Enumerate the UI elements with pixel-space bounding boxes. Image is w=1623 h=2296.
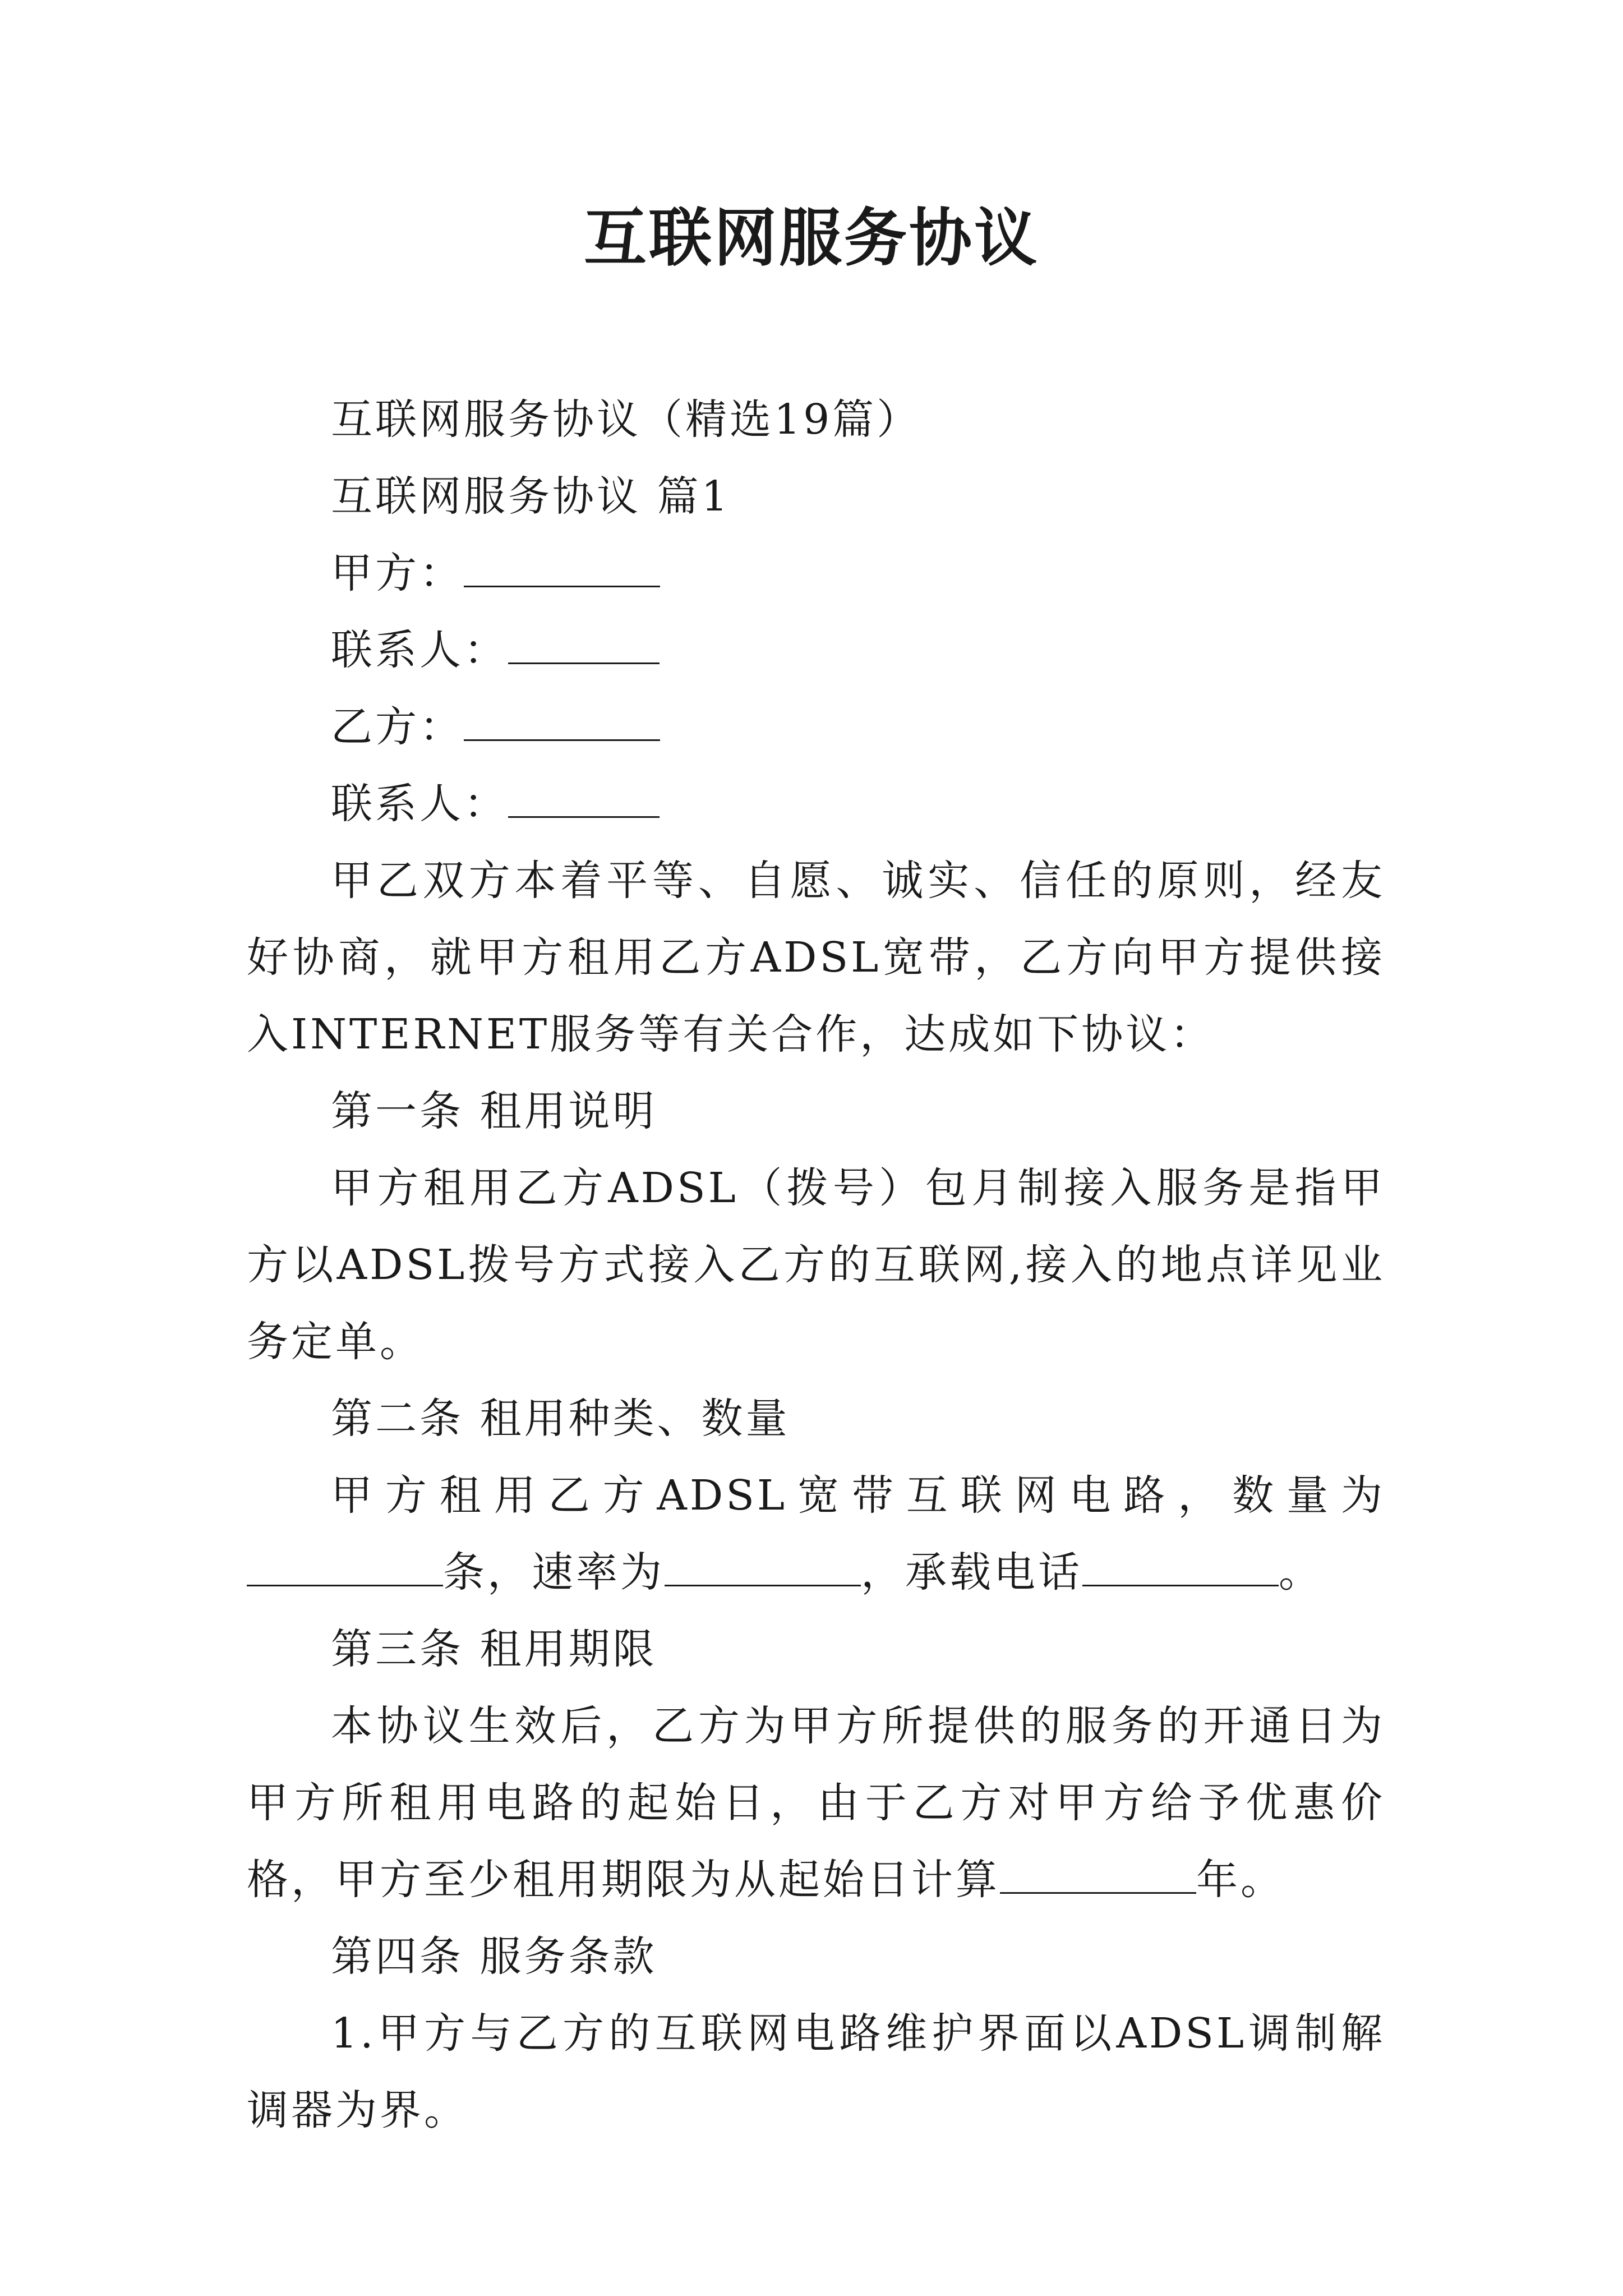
party-b-line [247,689,1385,766]
article1-text: 甲方租用乙方ADSL（拨号）包月制接入服务是指甲方以ADSL拨号方式接入乙方的互联网,接入的地点详见业务定单。 [247,1164,1385,1366]
article3-text [247,1688,1385,1918]
subtitle: 互联网服务协议（精选19篇） [331,395,921,444]
party-b-blank [464,698,660,741]
article2-title: 第二条 租用种类、数量 [331,1395,790,1443]
document-body [247,381,1385,2149]
article3-text-a: 本协议生效后，乙方为甲方所提供的服务的开通日为甲方所租用电路的起始日，由于乙方对甲方给予优惠价格，甲方至少租用期限为从起始日计算 [247,1702,1385,1904]
article2-text-c: ，承载电话 [861,1548,1082,1596]
article2-text-d: 。 [1279,1548,1323,1596]
contact-a-blank [508,621,660,664]
contact-b-blank [508,775,660,818]
document-title: 互联网服务协议 [584,201,1039,275]
party-a-line [247,535,1385,612]
chapter-heading: 互联网服务协议 篇1 [331,472,731,521]
years-blank [1000,1851,1196,1894]
article4-item1: 1.甲方与乙方的互联网电路维护界面以ADSL调制解调器为界。 [247,2009,1385,2134]
party-b-label: 乙方： [331,703,464,751]
contact-b-line [247,766,1385,843]
article2-text-b: 条，速率为 [443,1548,665,1596]
party-a-blank [464,544,660,587]
article3-title: 第三条 租用期限 [331,1625,657,1673]
intro-paragraph: 甲乙双方本着平等、自愿、诚实、信任的原则，经友好协商，就甲方租用乙方ADSL宽带，乙方向甲方提供接入INTERNET服务等有关合作，达成如下协议： [247,857,1385,1059]
party-a-label: 甲方： [331,549,464,597]
contact-a-line [247,612,1385,689]
article4-title: 第四条 服务条款 [331,1932,657,1981]
contact-b-label: 联系人： [331,780,508,828]
phone-blank [1082,1543,1279,1586]
quantity-blank [247,1543,443,1586]
article2-text [247,1457,1385,1611]
article1-title: 第一条 租用说明 [331,1087,657,1135]
contact-a-label: 联系人： [331,626,508,674]
article3-text-b: 年。 [1196,1856,1285,1904]
rate-blank [665,1543,861,1586]
article2-text-a: 甲方租用乙方ADSL宽带互联网电路，数量为 [331,1471,1385,1520]
